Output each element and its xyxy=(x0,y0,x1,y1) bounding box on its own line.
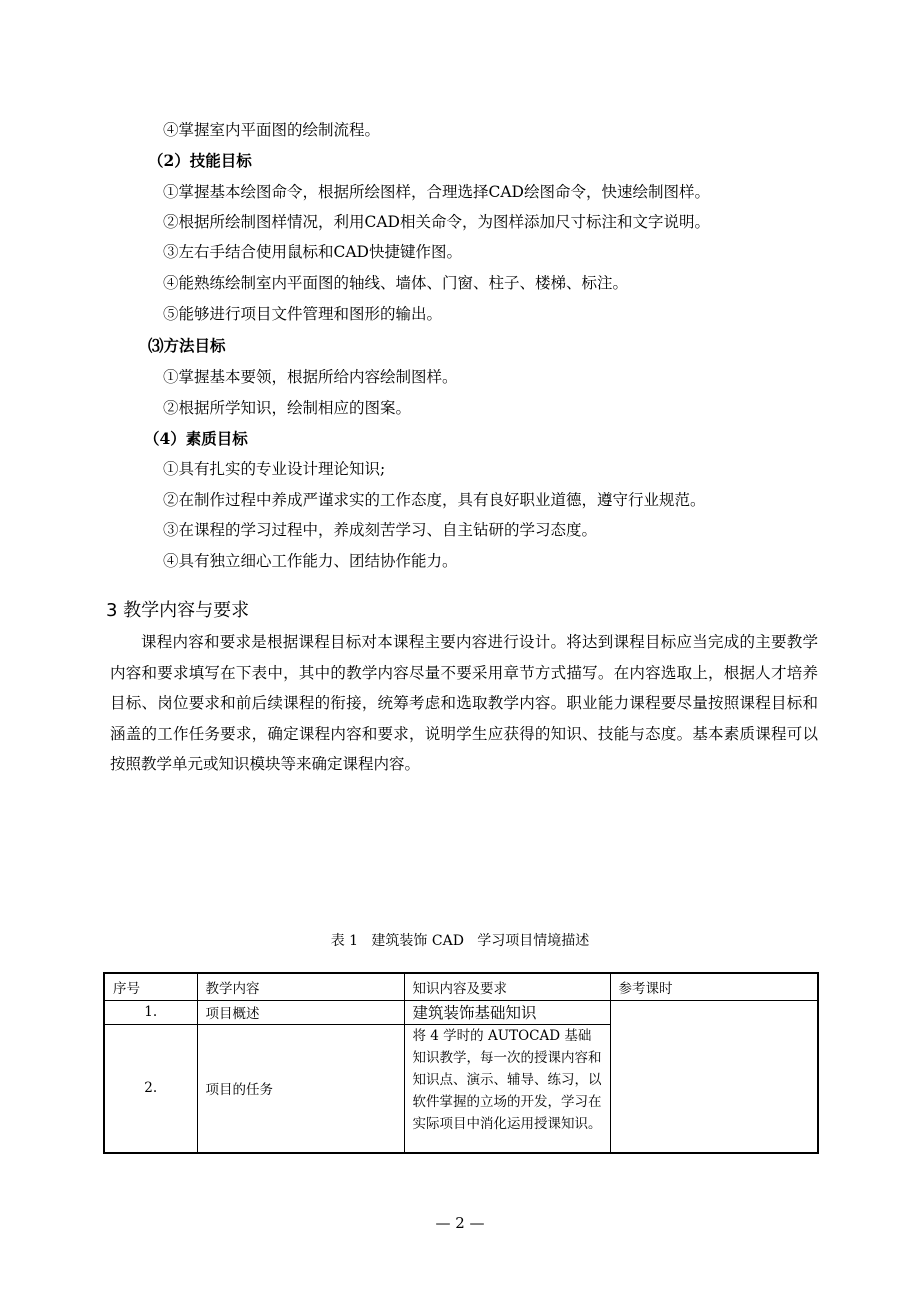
method-goal-item: ①掌握基本要领，根据所给内容绘制图样。 xyxy=(163,368,458,386)
project-table xyxy=(103,972,819,1154)
page-number: — 2 — xyxy=(435,1214,485,1232)
skill-goal-item: ③左右手结合使用鼠标和CAD快捷键作图。 xyxy=(163,243,462,261)
table-caption: 表 1 建筑装饰 CAD 学习项目情境描述 xyxy=(330,933,590,949)
quality-goal-item: ④具有独立细心工作能力、团结协作能力。 xyxy=(163,552,458,570)
row-content: 项目概述 xyxy=(197,1000,404,1024)
skill-goal-heading: （2）技能目标 xyxy=(148,151,252,170)
row-knowledge: 建筑装饰基础知识 xyxy=(404,1000,610,1024)
section-3-paragraph: 课程内容和要求是根据课程目标对本课程主要内容进行设计。将达到课程目标应当完成的主要教学内容和要求填写在下表中，其中的教学内容尽量不要采用章节方式描写。在内容选取上，根据人才培养目标、岗位要求和前后续课程的衔接，统筹考虑和选取教学内容。职业能力课程要尽量按照课程目标和涵盖的工作任务要求，确定课程内容和要求，说明学生应获得的知识、技能与态度。基本素质课程可以按照教学单元或知识模块等来确定课程内容。 xyxy=(110,633,818,773)
quality-goal-item: ②在制作过程中养成严谨求实的工作态度，具有良好职业道德，遵守行业规范。 xyxy=(163,491,706,509)
row-content: 项目的任务 xyxy=(197,1024,404,1153)
row-knowledge: 将 4 学时的 AUTOCAD 基础知识教学，每一次的授课内容和知识点、演示、辅导、练习，以软件掌握的立场的开发，学习在实际项目中消化运用授课知识。 xyxy=(404,1024,610,1153)
header-content: 教学内容 xyxy=(197,973,404,1000)
knowledge-goal-item-4: ④掌握室内平面图的绘制流程。 xyxy=(163,121,381,139)
skill-goal-item: ④能熟练绘制室内平面图的轴线、墙体、门窗、柱子、楼梯、标注。 xyxy=(163,274,629,292)
row-index: 1. xyxy=(104,1000,197,1024)
header-knowledge: 知识内容及要求 xyxy=(404,973,610,1000)
section-3-title: 3 教学内容与要求 xyxy=(106,600,250,621)
skill-goal-item: ②根据所绘制图样情况，利用CAD相关命令，为图样添加尺寸标注和文字说明。 xyxy=(163,213,710,231)
method-goal-item: ②根据所学知识，绘制相应的图案。 xyxy=(163,399,412,417)
quality-goal-item: ①具有扎实的专业设计理论知识; xyxy=(163,460,386,478)
skill-goal-item: ⑤能够进行项目文件管理和图形的输出。 xyxy=(163,305,443,323)
header-index: 序号 xyxy=(104,973,197,1000)
row-index: 2. xyxy=(104,1024,197,1153)
header-hours: 参考课时 xyxy=(610,973,818,1000)
row-hours xyxy=(610,1000,818,1153)
table-row xyxy=(104,1000,818,1024)
quality-goal-item: ③在课程的学习过程中，养成刻苦学习、自主钻研的学习态度。 xyxy=(163,521,598,539)
quality-goal-heading: （4）素质目标 xyxy=(144,429,248,448)
table-header-row xyxy=(104,973,818,1000)
method-goal-heading: ⑶方法目标 xyxy=(148,336,226,355)
skill-goal-item: ①掌握基本绘图命令，根据所绘图样，合理选择CAD绘图命令，快速绘制图样。 xyxy=(163,183,710,201)
